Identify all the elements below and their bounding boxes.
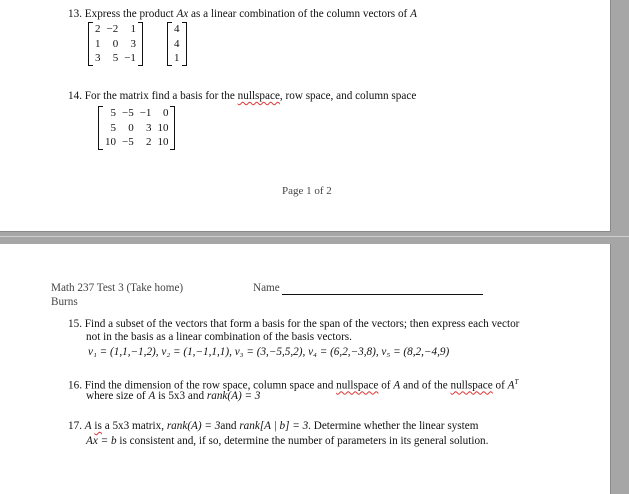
q14-text-a: For the matrix find a basis for the [84, 90, 238, 102]
question-14 [68, 90, 416, 103]
q17-is: is [94, 420, 102, 432]
q17-system: Ax = b [86, 435, 117, 447]
q15-number: 15. [68, 318, 82, 330]
q16-line2-a: where size of [86, 390, 149, 402]
q15-vectors: v₁ = (1,1,−1,2), v₂ = (1,−1,1,1), v₃ = (3,−5,5,2), v₄ = (6,2,−3,8), v₅ = (8,2,−4,9) [88, 346, 450, 358]
matrix-cell: 3 [130, 37, 136, 50]
q15-line1: Find a subset of the vectors that form a basis for the span of the vectors; then express each vector [84, 318, 520, 330]
matrix-cell: 2 [95, 23, 101, 35]
name-label: Name [253, 282, 280, 294]
q16-nullspace-2: nullspace [450, 379, 493, 392]
q16-rank: rank(A) = 3 [206, 390, 261, 402]
q16-text-c: and of the [400, 379, 451, 392]
q16-text-d: of [492, 379, 508, 392]
q13-text-b: as a linear combination of the column vectors of [188, 8, 411, 20]
q16-line2 [86, 390, 260, 403]
matrix-cell: 1 [130, 23, 136, 35]
q13-text-a: Express the product [84, 8, 177, 20]
matrix-cell: 10 [105, 136, 116, 148]
matrix-cell: 0 [162, 107, 169, 119]
q13-var-ax: Ax [176, 8, 189, 20]
page-footer: Page 1 of 2 [282, 185, 332, 197]
matrix-cell: 5 [110, 121, 116, 134]
q13-vector-x [167, 22, 187, 66]
page-1 [0, 0, 611, 232]
q14-matrix [98, 106, 175, 150]
question-13 [68, 8, 417, 21]
page-2 [0, 244, 611, 494]
matrix-cell: 0 [128, 121, 134, 134]
q14-nullspace: nullspace [237, 90, 280, 102]
q16-nullspace-1: nullspace [336, 379, 379, 392]
page-separator [0, 236, 629, 237]
matrix-cell: 1 [95, 37, 101, 50]
vector-cell: 1 [174, 52, 180, 64]
matrix-cell: 3 [95, 52, 101, 64]
matrix-cell: −1 [124, 52, 136, 64]
matrix-cell: 5 [110, 107, 116, 119]
vector-cell: 4 [174, 37, 180, 50]
matrix-cell: −1 [139, 107, 152, 119]
vector-cell: 4 [174, 23, 180, 35]
question-15 [68, 318, 519, 331]
matrix-cell: 0 [112, 37, 119, 50]
q16-var-at: A [507, 379, 515, 392]
matrix-cell: −5 [122, 136, 134, 148]
matrix-cell: 10 [157, 121, 169, 134]
q13-var-a: A [410, 8, 417, 20]
matrix-cell: −5 [122, 107, 134, 119]
q16-var-a-2: A [148, 390, 156, 402]
q17-text-a: a 5x3 matrix, [101, 420, 167, 432]
q17-line2 [86, 435, 488, 448]
q16-superscript-t: T [514, 378, 519, 386]
q15-line2: not in the basis as a linear combination of the basis vectors. [86, 331, 352, 343]
q16-text-a: Find the dimension of the row space, column space and [84, 379, 337, 392]
q14-text-b: , row space, and column space [279, 90, 417, 102]
q14-number: 14. [68, 90, 82, 102]
matrix-cell: 2 [145, 136, 152, 148]
q16-text-b: of [378, 379, 394, 392]
q17-rank-ab: rank[A | b] = 3 [239, 420, 309, 432]
course-header: Math 237 Test 3 (Take home) [51, 282, 184, 294]
instructor-name: Burns [51, 296, 78, 308]
q13-matrix-a [88, 22, 143, 66]
matrix-cell: 5 [112, 52, 119, 64]
name-blank-line [282, 294, 483, 295]
matrix-cell: 10 [157, 136, 169, 148]
q17-and: and [220, 420, 240, 432]
q16-var-a: A [393, 379, 401, 392]
q13-number: 13. [68, 8, 82, 20]
question-17 [68, 420, 478, 433]
q17-rank-a: rank(A) = 3 [166, 420, 221, 432]
q17-var-a: A [84, 420, 92, 432]
matrix-cell: 3 [145, 121, 152, 134]
q17-number: 17. [68, 420, 82, 432]
matrix-cell: −2 [106, 23, 119, 35]
q17-line2-text: is consistent and, if so, determine the number of parameters in its general solution. [116, 435, 489, 447]
q17-text-b: . Determine whether the linear system [308, 420, 479, 432]
q16-number: 16. [68, 379, 82, 392]
q16-line2-b: is 5x3 and [155, 390, 207, 402]
